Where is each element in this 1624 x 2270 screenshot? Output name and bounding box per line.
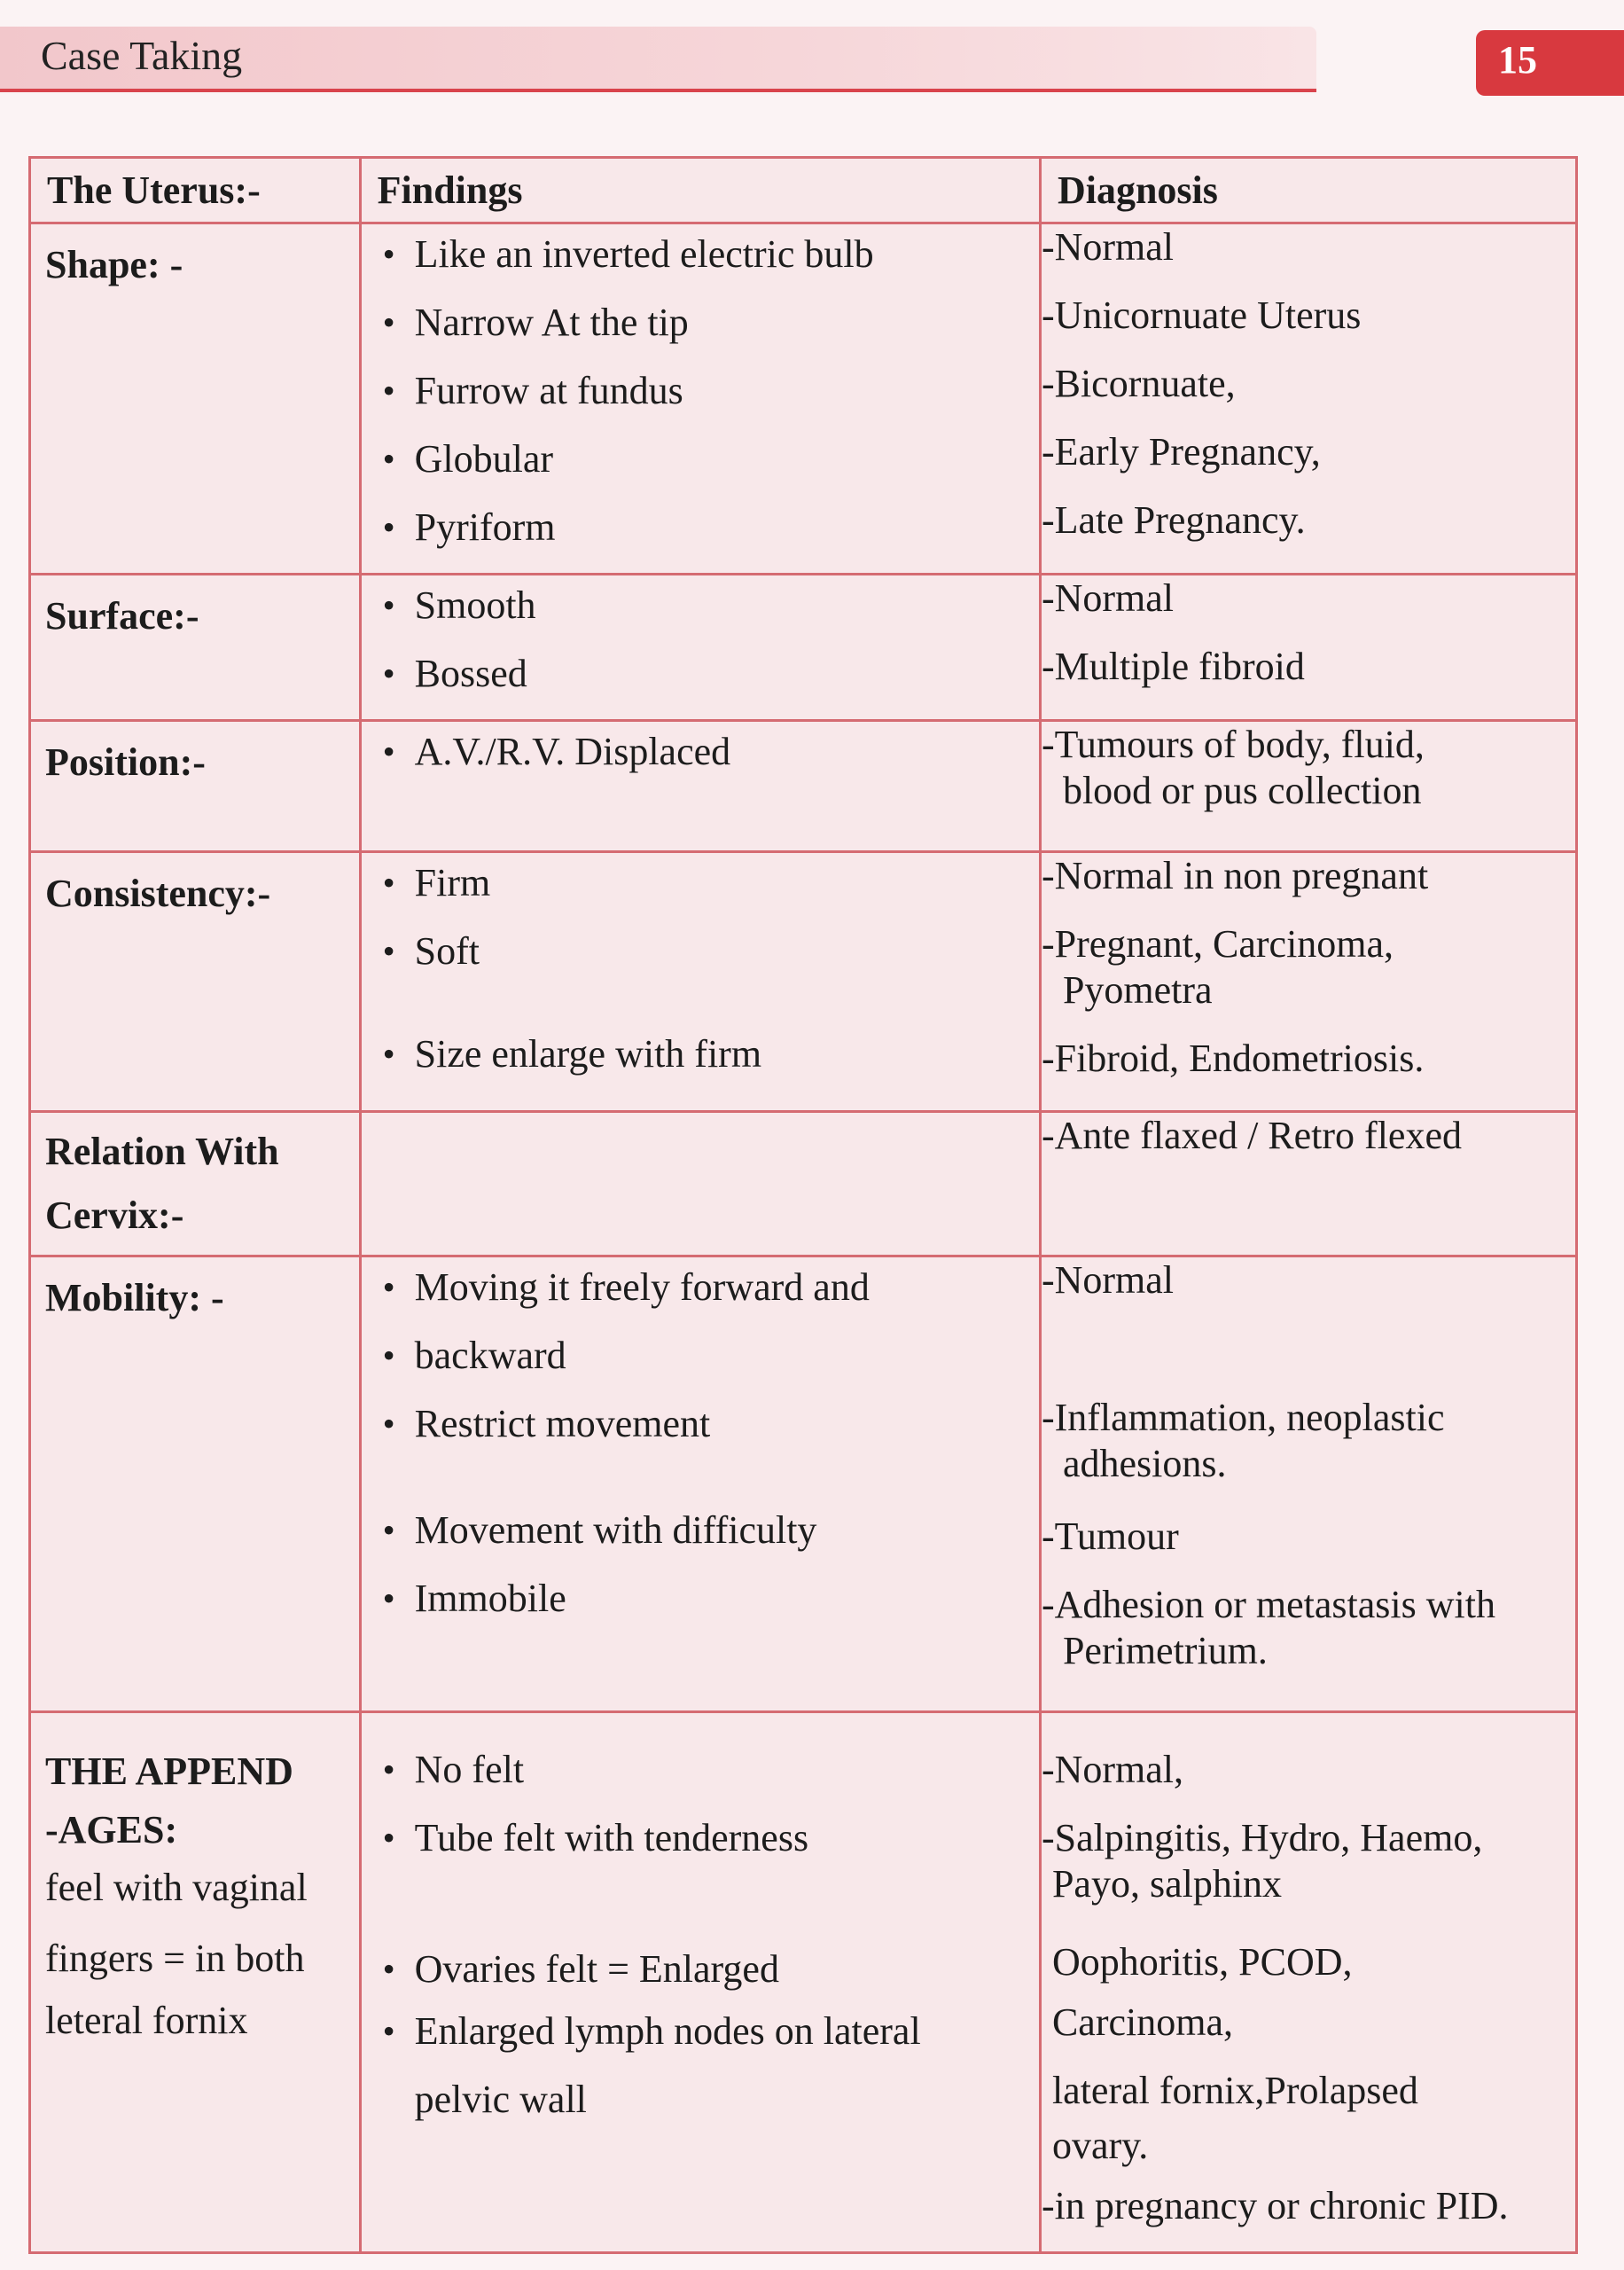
finding-item: • Like an inverted electric bulb [415,231,1039,278]
finding-item: • Ovaries felt = Enlarged [415,1946,1039,1992]
diagnosis-item: Oophoritis, PCOD, [1051,1940,1353,1984]
finding-item: • Restrict movement [415,1401,1039,1447]
finding-item: • Furrow at fundus [415,368,1039,414]
diagnosis-item: -Inflammation, neoplastic [1041,1396,1445,1439]
page-number: 15 [1498,38,1537,82]
row-label: Consistency:- [30,852,361,1112]
finding-item: • No felt [415,1747,1039,1793]
diagnosis-cell [1040,1256,1576,1712]
findings-cell [360,223,1040,575]
diagnosis-item: Payo, salphinx [1051,1862,1283,1906]
diagnosis-item: -Bicornuate, [1041,362,1236,405]
diagnosis-item: Carcinoma, [1051,2000,1233,2044]
column-header: Diagnosis [1040,158,1576,223]
diagnosis-cell [1040,575,1576,721]
diagnosis-item: -Early Pregnancy, [1041,430,1321,474]
diagnosis-item: -Late Pregnancy. [1041,498,1306,542]
finding-item: • Enlarged lymph nodes on lateral [415,2008,1039,2055]
row-label: Surface:- [30,575,361,721]
diagnosis-item: Perimetrium. [1062,1629,1268,1672]
finding-item: • Size enlarge with firm [415,1031,1039,1077]
finding-item: • Pyriform [415,505,1039,551]
finding-item: • Globular [415,436,1039,482]
diagnosis-item: -Normal in non pregnant [1041,854,1429,897]
finding-item: • backward [415,1333,1039,1379]
row-label-cell [30,1112,361,1256]
diagnosis-item: adhesions. [1062,1442,1227,1485]
diagnosis-item: -Tumour [1041,1515,1179,1558]
table-header-row [30,158,1577,223]
finding-item: • A.V./R.V. Displaced [415,729,1039,775]
findings-cell [360,575,1040,721]
row-label-note: feel with vaginal [45,1866,308,1909]
diagnosis-item: -Adhesion or metastasis with [1041,1583,1495,1626]
finding-item: • Tube felt with tenderness [415,1815,1039,1861]
finding-item: • Soft [415,928,1039,975]
column-header: Findings [360,158,1040,223]
diagnosis-item: -Normal, [1041,1748,1184,1791]
finding-item: • Firm [415,860,1039,906]
findings-cell [360,1712,1040,2253]
finding-item: • Immobile [415,1576,1039,1622]
finding-item: • Movement with difficulty [415,1507,1039,1554]
diagnosis-item: -Fibroid, Endometriosis. [1041,1037,1425,1080]
diagnosis-cell [1040,721,1576,852]
diagnosis-cell [1040,852,1576,1112]
diagnosis-cell [1040,1112,1576,1256]
row-label: THE APPEND [45,1749,293,1793]
diagnosis-item: -Unicornuate Uterus [1041,294,1362,337]
row-label-continued: -AGES: [45,1808,178,1851]
table-row [30,721,1577,852]
row-label: Position:- [30,721,361,852]
row-label-cell [30,1712,361,2253]
finding-item: • Moving it freely forward and [415,1264,1039,1311]
diagnosis-item: -Normal [1041,1258,1175,1302]
diagnosis-cell [1040,223,1576,575]
table-row [30,1112,1577,1256]
diagnosis-item: blood or pus collection [1062,769,1422,812]
findings-cell [360,1256,1040,1712]
row-label-continued: Cervix:- [45,1194,184,1237]
diagnosis-item: -Ante flaxed / Retro flexed [1041,1114,1462,1157]
table-row [30,1712,1577,2253]
finding-item: • Smooth [415,583,1039,629]
diagnosis-cell [1040,1712,1576,2253]
diagnosis-item: -Tumours of body, fluid, [1041,723,1425,766]
row-label: Mobility: - [30,1256,361,1712]
diagnosis-item: -Normal [1041,225,1175,269]
row-label: Shape: - [30,223,361,575]
diagnosis-item: -Normal [1041,576,1175,620]
findings-cell [360,852,1040,1112]
row-label-note: leteral fornix [45,1999,248,2042]
diagnosis-item: Pyometra [1062,968,1213,1012]
row-label: Relation With [45,1130,279,1173]
diagnosis-item: -Pregnant, Carcinoma, [1041,922,1394,966]
table-row [30,852,1577,1112]
column-header: The Uterus:- [30,158,361,223]
diagnosis-item: -Salpingitis, Hydro, Haemo, [1041,1816,1483,1859]
diagnosis-item: -Multiple fibroid [1041,645,1305,688]
table-row [30,1256,1577,1712]
uterus-findings-table [28,156,1578,2254]
table-row [30,575,1577,721]
diagnosis-item: lateral fornix,Prolapsed [1051,2069,1418,2112]
diagnosis-item: -in pregnancy or chronic PID. [1041,2184,1509,2227]
findings-cell [360,1112,1040,1256]
findings-cell [360,721,1040,852]
finding-item-continued: pelvic wall [414,2078,587,2121]
page-header-title: Case Taking [41,33,243,78]
diagnosis-item: ovary. [1051,2124,1149,2167]
row-label-note: fingers = in both [45,1937,305,1980]
finding-item: • Narrow At the tip [415,300,1039,346]
table-row [30,223,1577,575]
finding-item: • Bossed [415,651,1039,697]
